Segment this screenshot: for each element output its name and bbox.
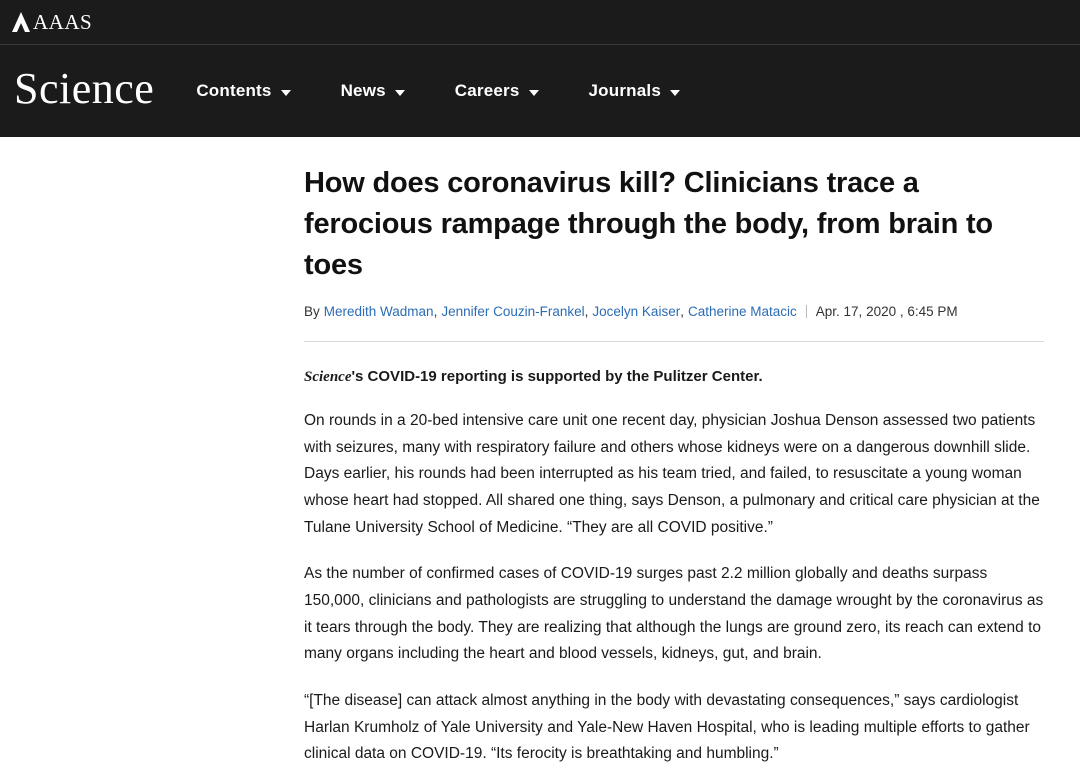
page-title: How does coronavirus kill? Clinicians trace a ferocious rampage through the body, from brain to toes (304, 167, 993, 282)
nav-label-news: News (340, 81, 386, 100)
article-paragraph: “[The disease] can attack almost anything in the body with devastating consequences,” says cardiologist Harlan Krumholz of Yale University and Yale-New Haven Hospital, who is leading multiple efforts to gather clinical data on COVID-19. “Its ferocity is breathtaking and humbling.” (304, 691, 1030, 763)
aaas-wordmark: AAAS (33, 9, 93, 34)
site-header (0, 45, 1080, 137)
article-paragraph: On rounds in a 20-bed intensive care unit one recent day, physician Joshua Denson assessed two patients with seizures, many with respiratory failure and others whose kidneys were on a dangerous downhill slide. Days earlier, his rounds had been interrupted as his team tried, and failed, to resuscitate a young woman whose heart had stopped. All shared one thing, says Denson, a pulmonary and critical care physician at the Tulane University School of Medicine. “They are all COVID positive.” (304, 412, 1040, 536)
science-logo[interactable]: Science (14, 64, 155, 113)
nav-item-news[interactable] (341, 81, 433, 101)
support-note (304, 366, 1044, 389)
main-nav (196, 81, 730, 101)
nav-label-contents: Contents (196, 81, 272, 100)
author-link-4[interactable]: Catherine Matacic (687, 303, 797, 319)
nav-item-journals[interactable] (589, 81, 708, 101)
nav-label-journals: Journals (588, 81, 661, 100)
byline: By Meredith Wadman , Jennifer Couzin-Frankel , Jocelyn Kaiser , Catherine Matacic Apr. 17, 2020 , 6:45 PM (304, 303, 958, 319)
chevron-down-icon (395, 90, 405, 96)
author-link-1[interactable]: Meredith Wadman (323, 303, 434, 319)
support-note-publication: Science (304, 368, 352, 385)
aaas-logo[interactable] (12, 10, 92, 35)
byline-prefix: By (304, 303, 320, 319)
article-paragraph: As the number of confirmed cases of COVID-19 surges past 2.2 million globally and deaths surpass 150,000, clinicians and pathologists are struggling to understand the damage wrought by the coronavirus as it tears through the body. They are realizing that although the lungs are ground zero, its reach can extend to many organs including the heart and blood vessels, kidneys, gut, and brain. (304, 565, 1044, 663)
nav-item-careers[interactable] (455, 81, 567, 101)
author-link-3[interactable]: Jocelyn Kaiser (592, 303, 681, 319)
chevron-down-icon (281, 90, 291, 96)
nav-label-careers: Careers (454, 81, 520, 100)
chevron-down-icon (529, 90, 539, 96)
author-link-2[interactable]: Jennifer Couzin-Frankel (441, 303, 585, 319)
aaas-top-bar (0, 0, 1080, 45)
publish-date: Apr. 17, 2020 , 6:45 PM (815, 303, 958, 319)
article-container (0, 137, 1044, 768)
nav-item-contents[interactable] (196, 81, 318, 101)
chevron-down-icon (670, 90, 680, 96)
support-note-text: 's COVID-19 reporting is supported by the Pulitzer Center. (351, 367, 763, 385)
header-divider (304, 341, 1044, 342)
byline-divider (806, 305, 807, 318)
aaas-triangle-icon (12, 12, 30, 32)
page-body (0, 137, 1080, 768)
